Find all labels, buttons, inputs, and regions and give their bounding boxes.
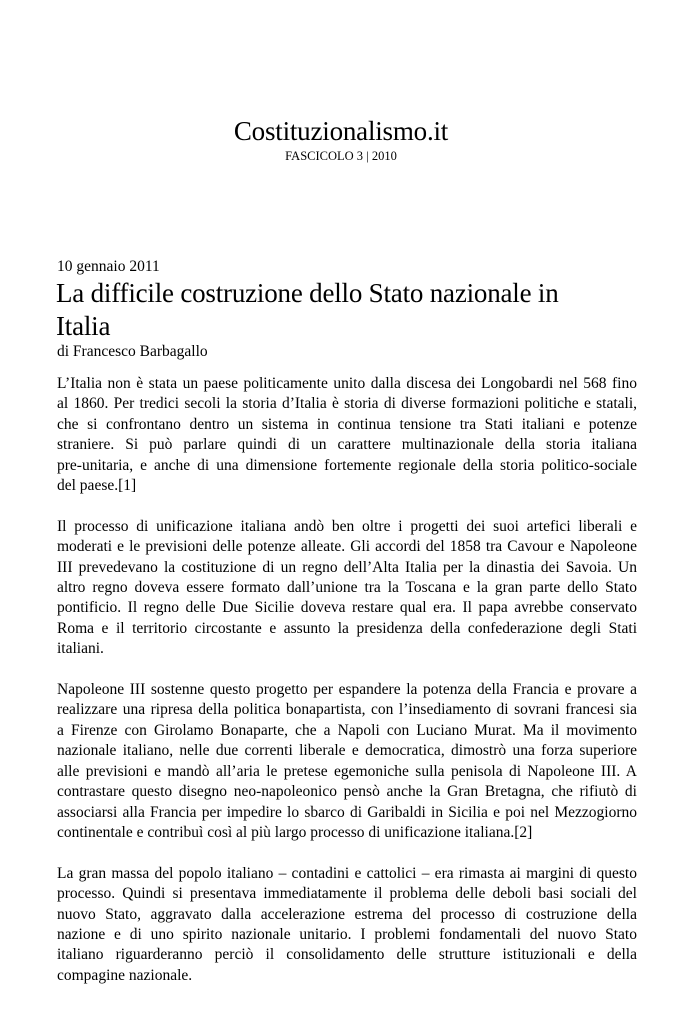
paragraph xyxy=(57,680,637,843)
article-author: di Francesco Barbagallo xyxy=(57,343,208,360)
text-line: realizzare una ripresa della politica bonapartista, con l’insediamento di sovrani francesi sia xyxy=(57,701,637,719)
text-line: moderati e le previsioni delle potenze alleate. Gli accordi del 1858 tra Cavour e Napoleone xyxy=(57,538,637,556)
paragraph xyxy=(57,517,637,660)
article-title-line: Italia xyxy=(56,311,111,341)
article-date: 10 gennaio 2011 xyxy=(57,258,160,275)
text-line: contrastare questo disegno neo-napoleonico pensò anche la Gran Bretagna, che rifiutò di xyxy=(57,783,637,801)
text-line: italiano riguarderanno perciò il consolidamento delle strutture istituzionali e della xyxy=(57,946,637,964)
text-line: continentale e contribuì così al più largo processo di unificazione italiana.[2] xyxy=(57,823,533,841)
text-line: che si confrontano dentro un sistema in continua tensione tra Stati italiani e potenze xyxy=(57,415,637,433)
issue-label: FASCICOLO 3 | 2010 xyxy=(285,149,397,163)
text-line: compagine nazionale. xyxy=(57,966,193,984)
article-title xyxy=(56,277,616,343)
text-line: Napoleone III sostenne questo progetto per espandere la potenza della Francia e provare a xyxy=(57,681,637,699)
article-body xyxy=(57,374,637,1007)
article-title-line: La difficile costruzione dello Stato nazionale in xyxy=(56,278,559,308)
paragraph xyxy=(57,374,637,496)
text-line: nuovo Stato, aggravato dalla accelerazione estrema del processo di costruzione della xyxy=(57,905,637,923)
text-line: del paese.[1] xyxy=(57,477,137,495)
text-line: altro regno doveva essere formato dall’unione tra la Toscana e la gran parte dello Stato xyxy=(57,579,637,597)
text-line: alle previsioni e mandò all’aria le pretese egemoniche sulla penisola di Napoleone III. A xyxy=(57,762,637,780)
text-line: Roma e il territorio circostante e assunto la presidenza della confederazione degli Stati xyxy=(57,619,637,637)
text-line: La gran massa del popolo italiano – contadini e cattolici – era rimasta ai margini di questo xyxy=(57,864,637,882)
text-line: pontificio. Il regno delle Due Sicilie doveva restare qual era. Il papa avrebbe conservato xyxy=(57,599,637,617)
text-line: nazione e di uno spirito nazionale unitario. I problemi fondamentali del nuovo Stato xyxy=(57,925,637,943)
text-line: associarsi alla Francia per impedire lo sbarco di Garibaldi in Sicilia e poi nel Mezzogiorno xyxy=(57,803,637,821)
text-line: L’Italia non è stata un paese politicamente unito dalla discesa dei Longobardi nel 568 fino xyxy=(57,375,637,392)
text-line: processo. Quindi si presentava immediatamente il problema delle deboli basi sociali del xyxy=(57,885,637,903)
text-line: a Firenze con Girolamo Bonaparte, che a Napoli con Luciano Murat. Ma il movimento xyxy=(57,721,637,739)
text-line: italiani. xyxy=(57,640,104,658)
text-line: nazionale italiano, nelle due correnti liberale e democratica, dimostrò una forza superiore xyxy=(57,742,637,760)
text-line: al 1860. Per tredici secoli la storia d’Italia è storia di diverse formazioni politiche e statali, xyxy=(57,395,637,413)
journal-title: Costituzionalismo.it xyxy=(233,116,449,146)
text-line: pre-unitaria, e anche di una dimensione fortemente regionale della storia politico-sociale xyxy=(57,456,637,474)
text-line: straniere. Si può parlare quindi di un carattere multinazionale della storia italiana xyxy=(57,436,637,454)
paragraph xyxy=(57,864,637,986)
text-line: Il processo di unificazione italiana andò ben oltre i progetti dei suoi artefici liberali e xyxy=(57,517,637,535)
text-line: III prevedevano la costituzione di un regno dell’Alta Italia per la dinastia dei Savoia. Un xyxy=(57,558,637,576)
